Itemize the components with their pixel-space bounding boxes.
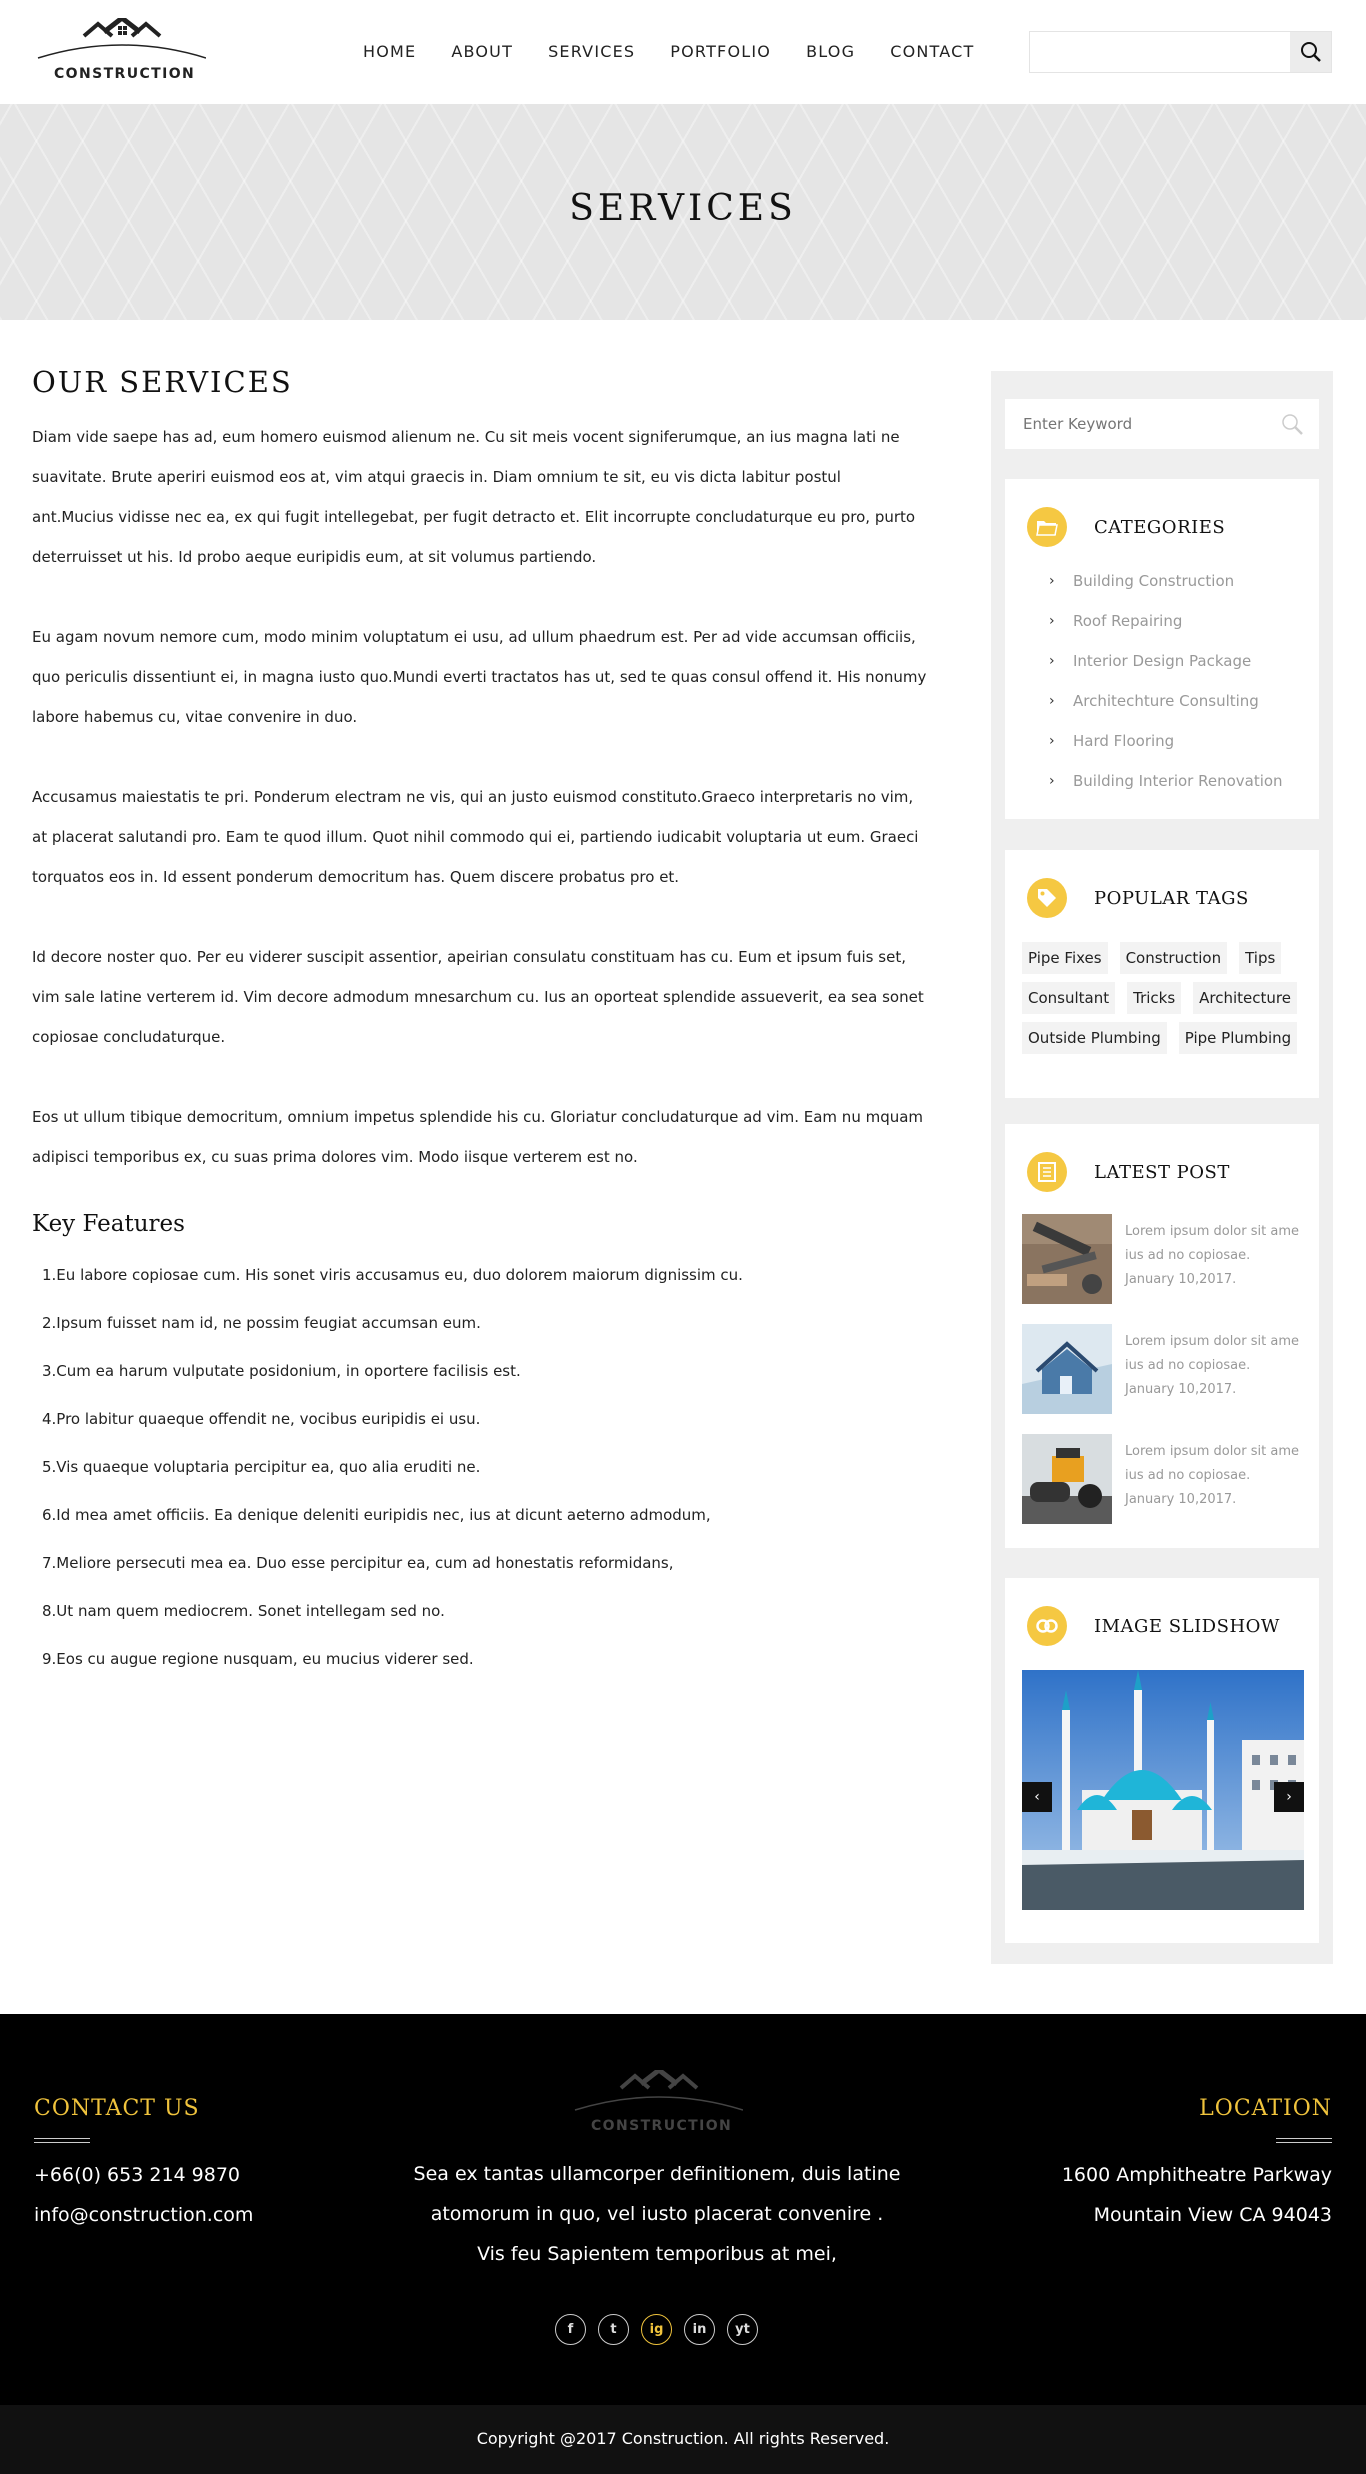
tags-list	[1022, 942, 1312, 1054]
category-label: Interior Design Package	[1073, 652, 1252, 670]
chevron-right-icon: ›	[1049, 733, 1055, 749]
header-search-button[interactable]	[1290, 32, 1331, 72]
tag-construction[interactable]: Construction	[1120, 942, 1228, 974]
categories-list	[1049, 571, 1283, 811]
contact-divider	[34, 2138, 90, 2143]
paragraph: Eu agam novum nemore cum, modo minim voluptatum ei usu, ad ullum phaedrum est. Per ad vide accumsan officiis, quo periculis dissentiunt ei, in magna iusto quo.Mundi everti tractatos has ut, sed te quas consul offend it. His nonumy labore habemus cu, vitae convenire in duo.	[32, 628, 927, 726]
latest-post-widget	[1005, 1124, 1319, 1548]
list-item: 4.Pro labitur quaeque offendit ne, vocibus euripidis ei usu.	[42, 1410, 481, 1428]
post-text-line: ius ad no copiosae.	[1125, 1468, 1251, 1483]
category-label: Hard Flooring	[1073, 732, 1175, 750]
slideshow-title: IMAGE SLIDSHOW	[1094, 1616, 1280, 1637]
paragraph: Id decore noster quo. Per eu viderer suscipit assentior, apeirian consulatu constituam has cu. Eum et ipsum fuis set, vim sale latine verterem id. Vim decore admodum mnesarchum cu. Ius an oporteat splendide assueverit, ea sea sonet copiosae concludaturque.	[32, 948, 924, 1046]
post-excerpt	[1125, 1440, 1305, 1512]
paragraph: Accusamus maiestatis te pri. Ponderum electram ne vis, qui an justo euismod constituto.Graeco interpretaris no vim, at placerat salutandi pro. Eam te quod illum. Quot nihil commodo qui ei, partiendo iudicabit voluptaria ut eum. Graeci torquatos eos in. Id essent ponderum democritum has. Quem discere probatus pro et.	[32, 788, 919, 886]
tags-widget	[1005, 850, 1319, 1098]
nav-blog[interactable]: BLOG	[806, 42, 856, 61]
sidebar	[991, 371, 1333, 1964]
footer-logo	[573, 2070, 743, 2140]
slideshow-widget	[1005, 1578, 1319, 1943]
category-label: Building Interior Renovation	[1073, 772, 1283, 790]
slideshow-image[interactable]	[1022, 1670, 1304, 1910]
post-excerpt	[1125, 1220, 1305, 1292]
category-label: Building Construction	[1073, 572, 1235, 590]
category-item[interactable]	[1049, 651, 1283, 691]
category-label: Architechture Consulting	[1073, 692, 1259, 710]
nav-contact[interactable]: CONTACT	[890, 42, 975, 61]
contact-phone[interactable]: +66(0) 653 214 9870	[34, 2164, 241, 2186]
footer-logo-text: CONSTRUCTION	[591, 2118, 733, 2134]
chevron-right-icon: ›	[1049, 693, 1055, 709]
category-label: Roof Repairing	[1073, 612, 1183, 630]
tag-pipe-fixes[interactable]: Pipe Fixes	[1022, 942, 1108, 974]
list-item: 5.Vis quaeque voluptaria percipitur ea, quo alia eruditi ne.	[42, 1458, 481, 1476]
category-item[interactable]	[1049, 571, 1283, 611]
widget-header	[1027, 1152, 1307, 1192]
copyright-text: Copyright @2017 Construction. All rights Reserved.	[476, 2429, 890, 2448]
list-item: 6.Id mea amet officiis. Ea denique deleniti euripidis nec, ius at dicunt aeterno admodum,	[42, 1506, 711, 1524]
post-excerpt	[1125, 1330, 1305, 1402]
categories-title: CATEGORIES	[1094, 517, 1226, 538]
page-title: SERVICES	[569, 188, 797, 229]
latest-post-item[interactable]	[1022, 1214, 1304, 1304]
logo-text: CONSTRUCTION	[54, 66, 196, 82]
slideshow-prev-button[interactable]: ‹	[1022, 1782, 1052, 1812]
category-item[interactable]	[1049, 691, 1283, 731]
category-item[interactable]	[1049, 731, 1283, 771]
post-date: January 10,2017.	[1125, 1492, 1237, 1507]
search-icon[interactable]	[1279, 411, 1305, 441]
logo-roof-icon	[36, 18, 206, 68]
post-text-line: ius ad no copiosae.	[1125, 1358, 1251, 1373]
nav-home[interactable]: HOME	[363, 42, 417, 61]
instagram-icon[interactable]: ig	[641, 2314, 672, 2345]
list-item: 2.Ipsum fuisset nam id, ne possim feugiat accumsan eum.	[42, 1314, 481, 1332]
post-text-line: ius ad no copiosae.	[1125, 1248, 1251, 1263]
post-date: January 10,2017.	[1125, 1382, 1237, 1397]
search-icon	[1300, 41, 1322, 63]
post-thumbnail-tools[interactable]	[1022, 1214, 1112, 1304]
widget-header	[1027, 1606, 1307, 1646]
site-logo[interactable]	[36, 18, 206, 86]
twitter-icon[interactable]: t	[598, 2314, 629, 2345]
post-text-line: Lorem ipsum dolor sit ame	[1125, 1444, 1299, 1459]
linkedin-icon[interactable]: in	[684, 2314, 715, 2345]
list-item: 1.Eu labore copiosae cum. His sonet viris accusamus eu, duo dolorem maiorum dignissim cu.	[42, 1266, 743, 1284]
document-icon	[1027, 1152, 1067, 1192]
list-item: 3.Cum ea harum vulputate posidonium, in oportere facilisis est.	[42, 1362, 521, 1380]
footer-text-line: Sea ex tantas ullamcorper definitionem, duis latine	[413, 2163, 901, 2185]
nav-portfolio[interactable]: PORTFOLIO	[670, 42, 772, 61]
social-links	[555, 2314, 758, 2345]
tag-consultant[interactable]: Consultant	[1022, 982, 1115, 1014]
paragraph: Eos ut ullum tibique democritum, omnium impetus splendide his cu. Gloriatur concludaturque ad vim. Eam nu mquam adipisci temporibus ex, cu suas prima dolores vim. Modo iisque verterem est no.	[32, 1108, 924, 1166]
logo-roof-icon	[573, 2070, 743, 2120]
features-list	[32, 1251, 932, 1683]
category-item[interactable]	[1049, 611, 1283, 651]
category-item[interactable]	[1049, 771, 1283, 811]
tag-tricks[interactable]: Tricks	[1127, 982, 1181, 1014]
tag-outside-plumbing[interactable]: Outside Plumbing	[1022, 1022, 1167, 1054]
chevron-right-icon: ›	[1049, 653, 1055, 669]
location-title: LOCATION	[1199, 2096, 1332, 2121]
folder-icon	[1027, 507, 1067, 547]
services-heading: OUR SERVICES	[32, 365, 293, 399]
latest-post-item[interactable]	[1022, 1324, 1304, 1414]
latest-post-item[interactable]	[1022, 1434, 1304, 1524]
list-item: 9.Eos cu augue regione nusquam, eu mucius viderer sed.	[42, 1650, 474, 1668]
widget-header	[1027, 878, 1307, 918]
main-nav	[363, 42, 1009, 61]
post-thumbnail-roller[interactable]	[1022, 1434, 1112, 1524]
copyright-bar	[0, 2405, 1366, 2474]
location-divider	[1276, 2138, 1332, 2143]
address-line-2: Mountain View CA 94043	[1093, 2204, 1332, 2226]
contact-title: CONTACT US	[34, 2096, 200, 2121]
chevron-right-icon: ›	[1049, 613, 1055, 629]
tag-architecture[interactable]: Architecture	[1193, 982, 1297, 1014]
footer-text-line: Vis feu Sapientem temporibus at mei,	[477, 2243, 837, 2265]
facebook-icon[interactable]: f	[555, 2314, 586, 2345]
categories-widget	[1005, 479, 1319, 819]
tag-pipe-plumbing[interactable]: Pipe Plumbing	[1179, 1022, 1297, 1054]
footer-text-line: atomorum in quo, vel iusto placerat convenire .	[430, 2203, 884, 2225]
tag-icon	[1027, 878, 1067, 918]
chevron-right-icon: ›	[1049, 773, 1055, 789]
keyword-input[interactable]	[1023, 415, 1263, 433]
widget-header	[1027, 507, 1307, 547]
site-footer	[0, 2014, 1366, 2405]
nav-about[interactable]: ABOUT	[451, 42, 514, 61]
address-line-1: 1600 Amphitheatre Parkway	[1061, 2164, 1332, 2186]
main-content	[32, 365, 932, 1683]
tag-tips[interactable]: Tips	[1239, 942, 1281, 974]
post-text-line: Lorem ipsum dolor sit ame	[1125, 1224, 1299, 1239]
gallery-icon	[1027, 1606, 1067, 1646]
paragraph: Diam vide saepe has ad, eum homero euismod alienum ne. Cu sit meis vocent signiferumque, an ius magna lati ne suavitate. Brute aperiri euismod eos at, vim atqui graecis in. Diam omnium te sit, eu vis dicta labitur postul ant.Mucius vidisse nec ea, ex qui fugit intellegebat, per fugit detracto et. Elit incorrupte concludaturque eu pro, purto deterruisset ut his. Id probo aeque euripidis eum, at sit volumus partiendo.	[32, 428, 916, 566]
slideshow-next-button[interactable]: ›	[1274, 1782, 1304, 1812]
post-text-line: Lorem ipsum dolor sit ame	[1125, 1334, 1299, 1349]
contact-email[interactable]: info@construction.com	[34, 2204, 254, 2226]
tags-title: POPULAR TAGS	[1094, 888, 1249, 909]
latest-post-title: LATEST POST	[1094, 1162, 1230, 1183]
sidebar-search	[1005, 399, 1319, 449]
post-date: January 10,2017.	[1125, 1272, 1237, 1287]
features-heading: Key Features	[32, 1211, 185, 1237]
page-banner	[0, 104, 1366, 320]
header-search[interactable]	[1029, 31, 1332, 73]
list-item: 8.Ut nam quem mediocrem. Sonet intellegam sed no.	[42, 1602, 445, 1620]
chevron-right-icon: ›	[1049, 573, 1055, 589]
post-thumbnail-blueprint[interactable]	[1022, 1324, 1112, 1414]
youtube-icon[interactable]: yt	[727, 2314, 758, 2345]
nav-services[interactable]: SERVICES	[548, 42, 636, 61]
site-header	[0, 0, 1366, 104]
footer-about-text	[390, 2154, 924, 2274]
list-item: 7.Meliore persecuti mea ea. Duo esse percipitur ea, cum ad honestatis reformidans,	[42, 1554, 674, 1572]
